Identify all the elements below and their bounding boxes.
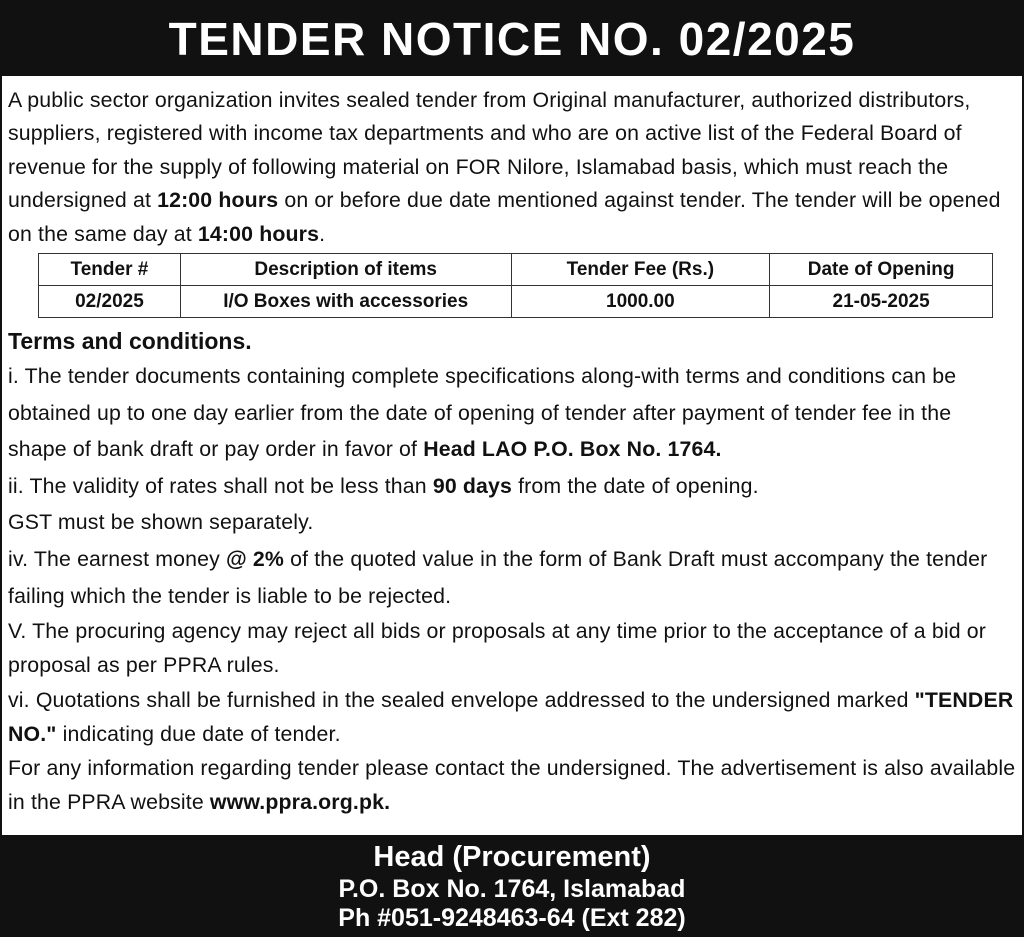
term-2-text-b: from the date of opening.: [512, 473, 759, 498]
term-item-3: GST must be shown separately.: [8, 510, 314, 535]
intro-paragraph: [8, 84, 1016, 251]
cell-opening-date: 21-05-2025: [770, 286, 993, 318]
term-item-6: [8, 683, 1016, 751]
term-1-text: i. The tender documents containing complete specifications along-with terms and conditions can be obtained up to one day earlier from the date of opening of tender after payment of tender fee in the shape of bank draft or pay order in favor of: [8, 364, 957, 462]
term-4-text-b: of the quoted value in the form of Bank Draft must accompany the tender failing which the tender is liable to be rejected.: [8, 547, 988, 608]
table-row: [39, 286, 993, 318]
col-header-tender-no: Tender #: [39, 254, 181, 286]
term-4-text-a: iv. The earnest money: [8, 547, 226, 571]
notice-title-bar: [2, 2, 1022, 76]
term-2-text-a: ii. The validity of rates shall not be less than: [8, 473, 433, 498]
notice-title: TENDER NOTICE NO. 02/2025: [168, 13, 856, 65]
term-item-5: V. The procuring agency may reject all bids or proposals at any time prior to the acceptance of a bid or proposal as per PPRA rules.: [8, 619, 987, 678]
due-time: 12:00 hours: [157, 188, 279, 213]
term-6-text-a: vi. Quotations shall be furnished in the sealed envelope addressed to the undersigned marked: [8, 687, 915, 712]
col-header-opening-date: Date of Opening: [770, 254, 993, 286]
opening-time: 14:00 hours: [197, 221, 320, 246]
term-item-2: [8, 468, 1016, 505]
contact-address: P.O. Box No. 1764, Islamabad: [338, 875, 686, 903]
terms-list: [8, 358, 1016, 819]
term-2-bold: 90 days: [432, 473, 513, 498]
term-4-bold: @ 2%: [225, 547, 285, 571]
col-header-description: Description of items: [180, 254, 511, 286]
ppra-website: www.ppra.org.pk.: [209, 790, 391, 815]
table-header-row: [39, 254, 993, 286]
term-item-4: [8, 541, 1016, 614]
term-6-bold: "TENDER NO.": [8, 687, 1014, 746]
cell-description: I/O Boxes with accessories: [180, 286, 511, 318]
contact-head: Head (Procurement): [373, 841, 651, 873]
cell-tender-no: 02/2025: [39, 286, 181, 318]
intro-text-3: .: [319, 221, 326, 246]
terms-heading: Terms and conditions.: [8, 328, 252, 355]
term-item-7: [8, 751, 1016, 819]
term-7-text: For any information regarding tender please contact the undersigned. The advertisement is also available in the PPRA website: [8, 756, 1016, 815]
cell-fee: 1000.00: [511, 286, 770, 318]
contact-footer: [2, 835, 1022, 935]
intro-text-2: on or before due date mentioned against tender. The tender will be opened on the same day at: [8, 188, 1001, 246]
tender-table: [38, 253, 993, 318]
intro-text-1: A public sector organization invites sealed tender from Original manufacturer, authorized distributors, suppliers, registered with income tax departments and who are on active list of the Federal Board of revenue for the supply of following material on FOR Nilore, Islamabad basis, which must reach the undersigned at: [8, 88, 971, 213]
term-item-1: [8, 358, 1016, 468]
term-6-text-b: indicating due date of tender.: [56, 721, 341, 746]
col-header-fee: Tender Fee (Rs.): [511, 254, 770, 286]
contact-phone: Ph #051-9248463-64 (Ext 282): [338, 904, 686, 932]
term-1-bold: Head LAO P.O. Box No. 1764.: [423, 437, 722, 462]
